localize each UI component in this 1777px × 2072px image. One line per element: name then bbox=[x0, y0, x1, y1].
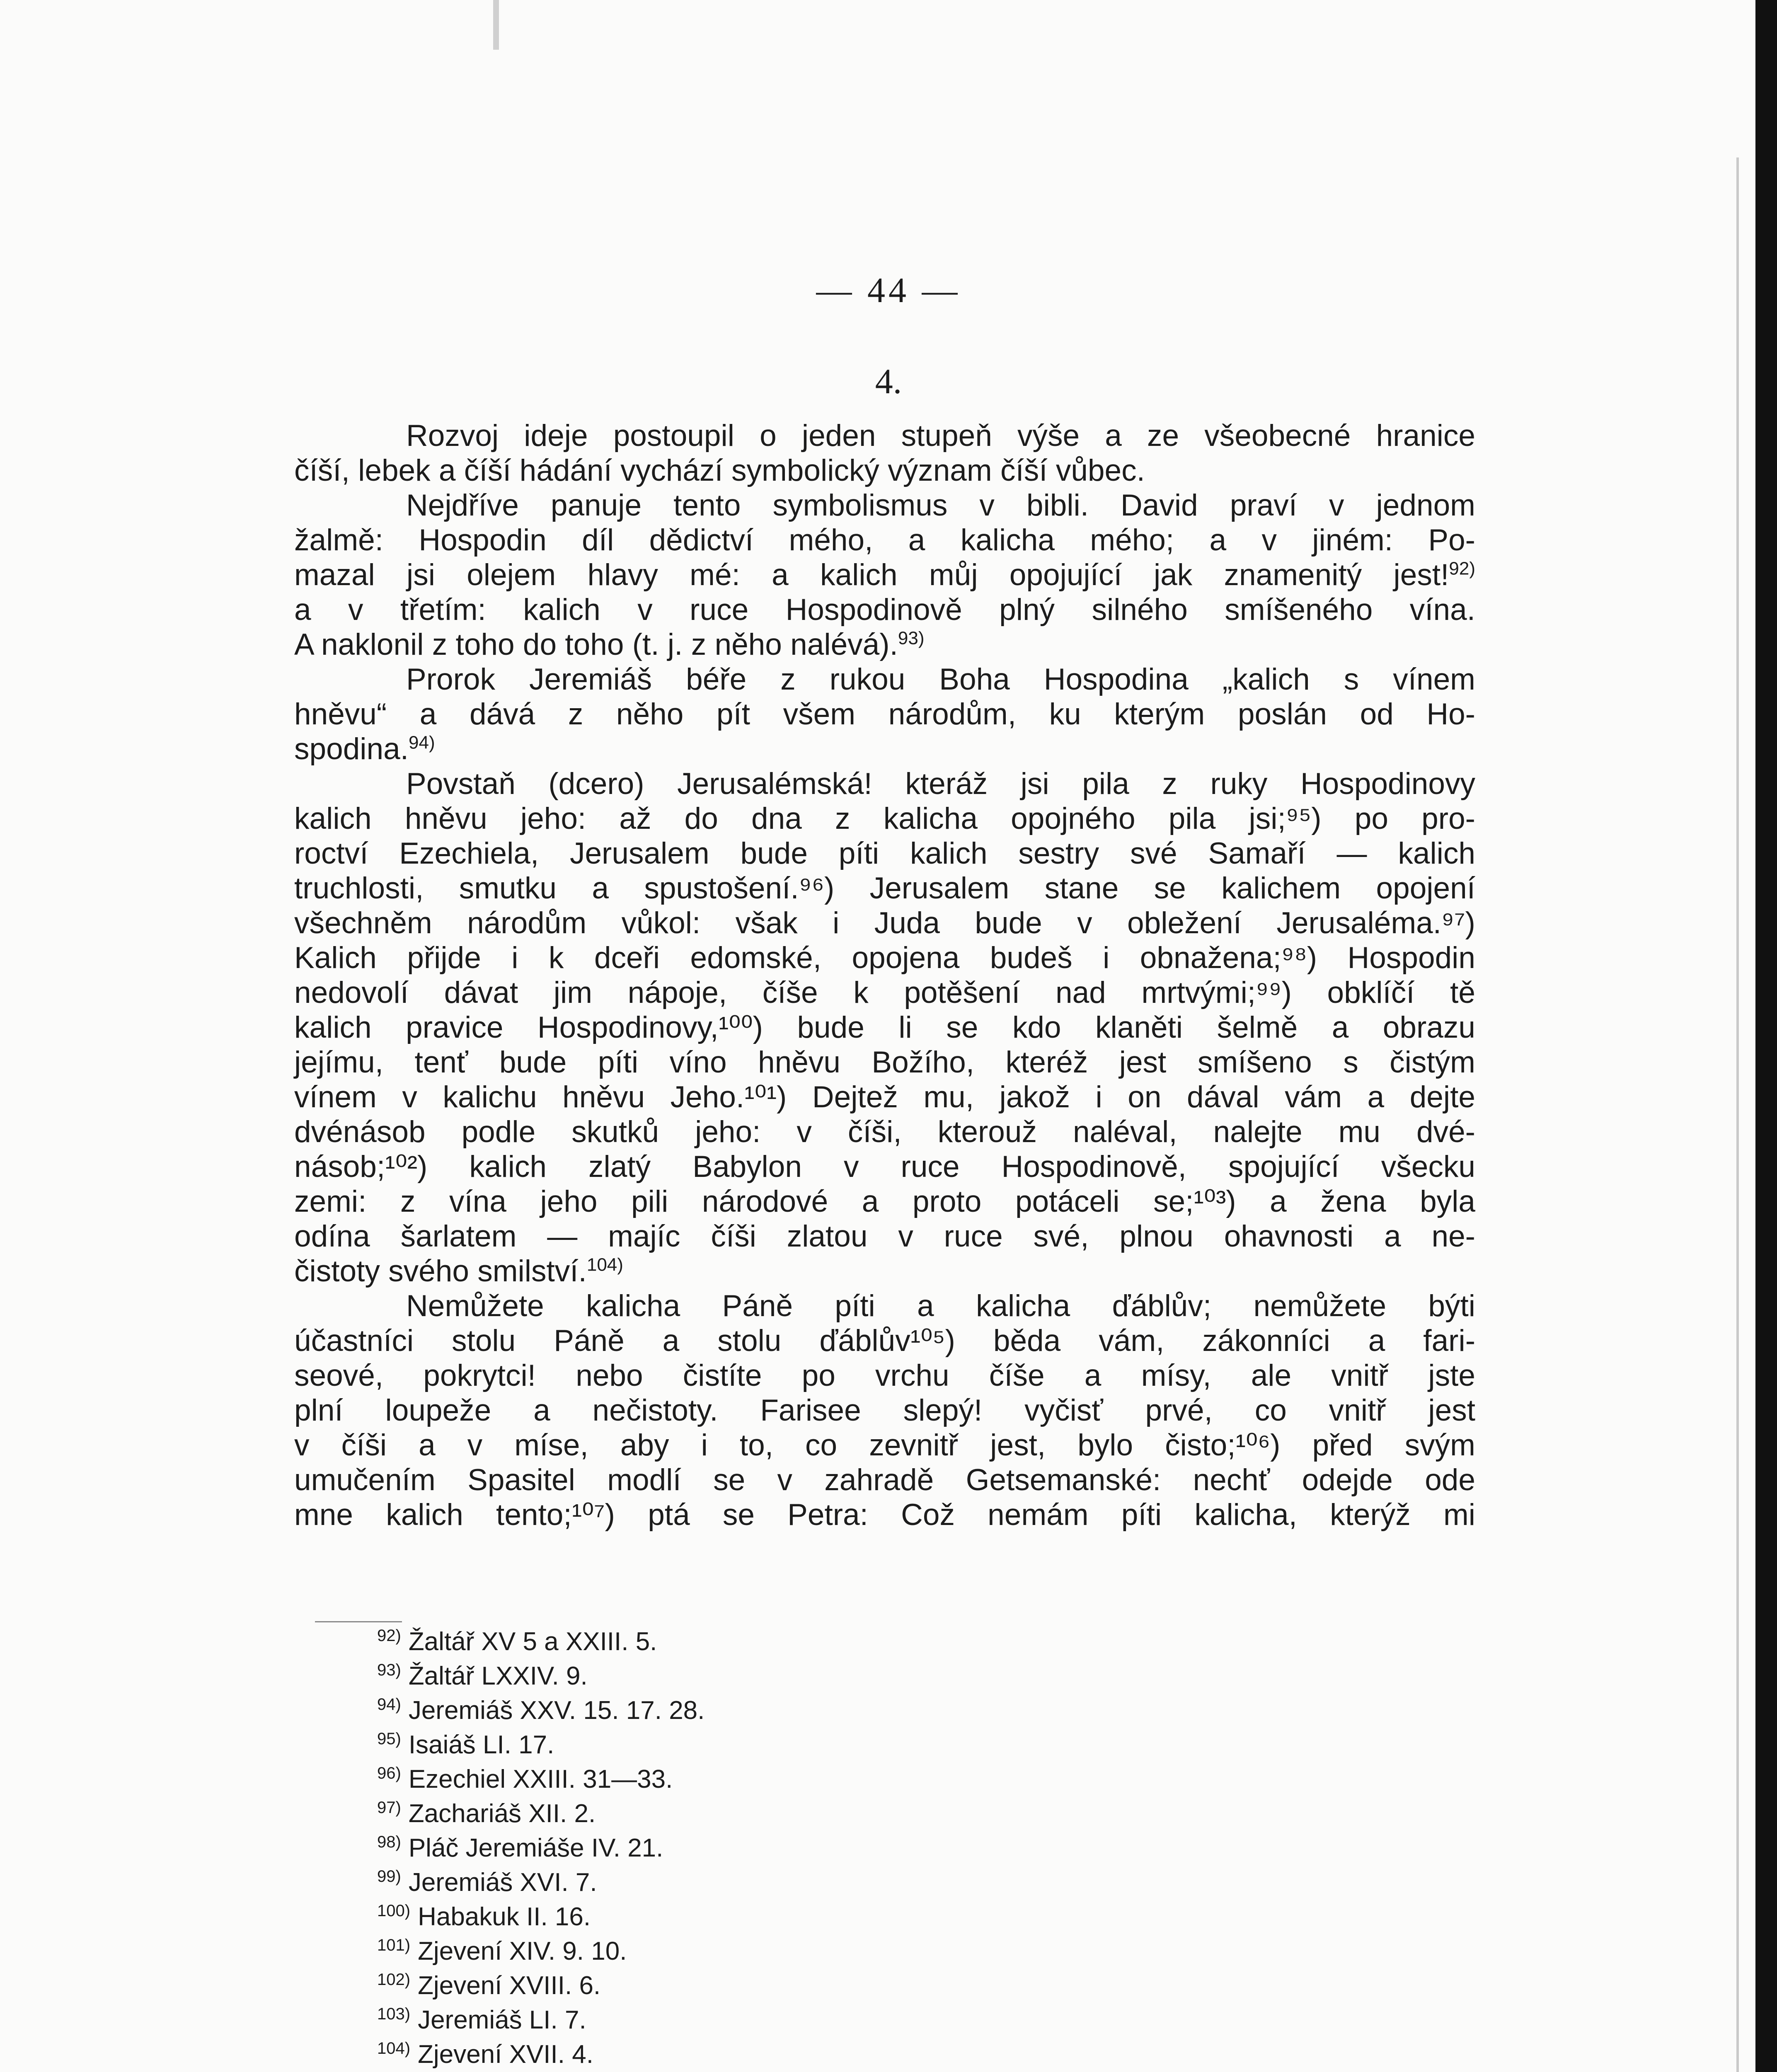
scan-top-mark bbox=[493, 0, 499, 50]
text-line bbox=[294, 523, 1475, 558]
text-line-content: jejímu, tenť bude píti víno hněvu Božího, kteréž jest smíšeno s čistým bbox=[294, 1046, 1475, 1079]
footnote-reference: 93) bbox=[898, 628, 925, 649]
text-line bbox=[294, 593, 1475, 627]
text-line-content: zemi: z vína jeho pili národové a proto potáceli se;¹⁰³) a žena byla bbox=[294, 1185, 1475, 1218]
text-line-content: kalich pravice Hospodinovy,¹⁰⁰) bude li se kdo klaněti šelmě a obrazu bbox=[294, 1011, 1475, 1044]
footnote-item bbox=[377, 1865, 1289, 1900]
footnote-separator bbox=[315, 1621, 402, 1622]
footnote-number: 101) bbox=[377, 1936, 411, 1955]
text-line-content: roctví Ezechiela, Jerusalem bude píti kalich sestry své Samaří — kalich bbox=[294, 837, 1475, 870]
scan-gutter-shadow bbox=[1736, 157, 1739, 2072]
footnote-number: 102) bbox=[377, 1970, 411, 1989]
footnote-reference: 92) bbox=[1449, 558, 1475, 579]
text-line bbox=[294, 419, 1475, 453]
text-line-content: Prorok Jeremiáš béře z rukou Boha Hospodina „kalich s vínem bbox=[406, 663, 1475, 696]
text-line bbox=[294, 975, 1475, 1010]
text-line bbox=[294, 453, 1475, 488]
text-line-content: žalmě: Hospodin díl dědictví mého, a kalicha mého; a v jiném: Po- bbox=[294, 523, 1475, 557]
footnote-text: Habakuk II. 16. bbox=[418, 1903, 591, 1931]
text-line bbox=[294, 836, 1475, 871]
text-line bbox=[294, 1115, 1475, 1150]
footnote-number: 104) bbox=[377, 2039, 411, 2058]
footnote-text: Jeremiáš XVI. 7. bbox=[408, 1868, 597, 1897]
text-line-content: násob;¹⁰²) kalich zlatý Babylon v ruce Hospodinově, spojující všecku bbox=[294, 1150, 1475, 1184]
footnote-text: Zjevení XVII. 4. bbox=[418, 2040, 593, 2069]
text-line bbox=[294, 488, 1475, 523]
text-line-content: číší, lebek a číší hádání vychází symbolický význam číší vůbec. bbox=[294, 454, 1145, 487]
text-line bbox=[294, 906, 1475, 941]
text-line-content: dvénásob podle skutků jeho: v číši, kterouž naléval, nalejte mu dvé- bbox=[294, 1115, 1475, 1149]
text-line-content: vínem v kalichu hněvu Jeho.¹⁰¹) Dejtež mu, jakož i on dával vám a dejte bbox=[294, 1080, 1475, 1114]
footnote-item bbox=[377, 1796, 1289, 1831]
footnote-text: Zjevení XVIII. 6. bbox=[418, 1971, 601, 2000]
footnote-item bbox=[377, 1831, 1289, 1865]
footnote-number: 94) bbox=[377, 1695, 401, 1714]
footnote-item bbox=[377, 1900, 1289, 1934]
text-line-content: Kalich přijde i k dceři edomské, opojena budeš i obnažena;⁹⁸) Hospodin bbox=[294, 941, 1475, 975]
scan-edge bbox=[1755, 0, 1777, 2072]
text-line bbox=[294, 1393, 1475, 1428]
footnote-text: Isaiáš LI. 17. bbox=[408, 1731, 554, 1759]
footnote-number: 95) bbox=[377, 1730, 401, 1748]
body-text bbox=[294, 419, 1475, 1532]
text-line bbox=[294, 662, 1475, 697]
text-line-content: a v třetím: kalich v ruce Hospodinově plný silného smíšeného vína. bbox=[294, 593, 1475, 627]
text-line bbox=[294, 801, 1475, 836]
footnote-text: Ezechiel XXIII. 31—33. bbox=[408, 1765, 673, 1794]
text-line bbox=[294, 1463, 1475, 1498]
text-line-content: hněvu“ a dává z něho pít všem národům, ku kterým poslán od Ho- bbox=[294, 697, 1475, 731]
footnote-item bbox=[377, 1693, 1289, 1728]
text-line bbox=[294, 1254, 1475, 1289]
text-line bbox=[294, 697, 1475, 732]
text-line-content: Nemůžete kalicha Páně píti a kalicha ďáblův; nemůžete býti bbox=[406, 1289, 1475, 1323]
footnote-number: 93) bbox=[377, 1661, 401, 1680]
text-line bbox=[294, 1219, 1475, 1254]
page-number: — 44 — bbox=[816, 270, 961, 310]
footnote-number: 100) bbox=[377, 1902, 411, 1920]
text-line bbox=[294, 1150, 1475, 1184]
text-line-content: A naklonil z toho do toho (t. j. z něho nalévá). bbox=[294, 628, 898, 661]
text-line bbox=[294, 1498, 1475, 1532]
text-line bbox=[294, 1428, 1475, 1463]
footnotes bbox=[377, 1624, 1289, 2072]
text-line-content: odína šarlatem — majíc číši zlatou v ruce své, plnou ohavnosti a ne- bbox=[294, 1220, 1475, 1253]
footnote-item bbox=[377, 1762, 1289, 1796]
footnote-number: 98) bbox=[377, 1833, 401, 1852]
footnote-item bbox=[377, 1659, 1289, 1693]
footnote-text: Žaltář LXXIV. 9. bbox=[408, 1662, 588, 1690]
text-line-content: Povstaň (dcero) Jerusalémská! kteráž jsi pila z ruky Hospodinovy bbox=[406, 767, 1475, 801]
footnote-text: Zjevení XIV. 9. 10. bbox=[418, 1937, 627, 1965]
footnote-text: Žaltář XV 5 a XXIII. 5. bbox=[408, 1627, 657, 1656]
text-line-content: umučením Spasitel modlí se v zahradě Getsemanské: nechť odejde ode bbox=[294, 1463, 1475, 1497]
footnote-text: Jeremiáš LI. 7. bbox=[418, 2006, 586, 2034]
footnote-text: Pláč Jeremiáše IV. 21. bbox=[408, 1834, 663, 1862]
text-line bbox=[294, 558, 1475, 593]
text-line bbox=[294, 1080, 1475, 1115]
text-line-content: plní loupeže a nečistoty. Farisee slepý! vyčisť prvé, co vnitř jest bbox=[294, 1394, 1475, 1427]
section-heading: 4. bbox=[875, 361, 902, 401]
text-line bbox=[294, 941, 1475, 975]
text-line bbox=[294, 767, 1475, 801]
footnote-item bbox=[377, 1624, 1289, 1659]
text-line-content: Rozvoj ideje postoupil o jeden stupeň výše a ze všeobecné hranice bbox=[406, 419, 1475, 453]
text-line-content: seové, pokrytci! nebo čistíte po vrchu číše a mísy, ale vnitř jste bbox=[294, 1359, 1475, 1392]
text-line-content: všechněm národům vůkol: však i Juda bude v obležení Jerusaléma.⁹⁷) bbox=[294, 906, 1475, 940]
text-line-content: mne kalich tento;¹⁰⁷) ptá se Petra: Což nemám píti kalicha, kterýž mi bbox=[294, 1498, 1475, 1532]
footnote-number: 103) bbox=[377, 2005, 411, 2024]
text-line-content: spodina. bbox=[294, 732, 409, 766]
text-line-content: účastníci stolu Páně a stolu ďáblův¹⁰⁵) běda vám, zákonníci a fari- bbox=[294, 1324, 1475, 1358]
footnote-text: Jeremiáš XXV. 15. 17. 28. bbox=[408, 1696, 705, 1725]
footnote-number: 97) bbox=[377, 1798, 401, 1817]
text-line bbox=[294, 1045, 1475, 1080]
text-line-content: čistoty svého smilství. bbox=[294, 1254, 587, 1288]
text-line bbox=[294, 627, 1475, 662]
text-line-content: Nejdříve panuje tento symbolismus v bibli. David praví v jednom bbox=[406, 489, 1475, 522]
text-line bbox=[294, 871, 1475, 906]
footnote-reference: 94) bbox=[409, 732, 435, 753]
text-line bbox=[294, 1324, 1475, 1358]
footnote-item bbox=[377, 2003, 1289, 2037]
footnote-item bbox=[377, 1968, 1289, 2003]
text-line-content: v číši a v míse, aby i to, co zevnitř jest, bylo čisto;¹⁰⁶) před svým bbox=[294, 1428, 1475, 1462]
text-line bbox=[294, 1358, 1475, 1393]
text-line-content: mazal jsi olejem hlavy mé: a kalich můj opojující jak znamenitý jest! bbox=[294, 558, 1449, 592]
footnote-item bbox=[377, 1934, 1289, 1968]
text-line-content: kalich hněvu jeho: až do dna z kalicha opojného pila jsi;⁹⁵) po pro- bbox=[294, 802, 1475, 835]
footnote-text: Zachariáš XII. 2. bbox=[408, 1799, 596, 1828]
footnote-number: 99) bbox=[377, 1867, 401, 1886]
footnote-item bbox=[377, 1728, 1289, 1762]
footnote-number: 92) bbox=[377, 1627, 401, 1645]
text-line-content: nedovolí dávat jim nápoje, číše k potěšení nad mrtvými;⁹⁹) obklíčí tě bbox=[294, 976, 1475, 1009]
footnote-reference: 104) bbox=[586, 1254, 623, 1275]
footnote-number: 96) bbox=[377, 1764, 401, 1783]
text-line bbox=[294, 1289, 1475, 1324]
text-line bbox=[294, 1010, 1475, 1045]
text-line-content: truchlosti, smutku a spustošení.⁹⁶) Jerusalem stane se kalichem opojení bbox=[294, 871, 1475, 905]
footnote-item bbox=[377, 2037, 1289, 2072]
text-line bbox=[294, 732, 1475, 767]
text-line bbox=[294, 1184, 1475, 1219]
